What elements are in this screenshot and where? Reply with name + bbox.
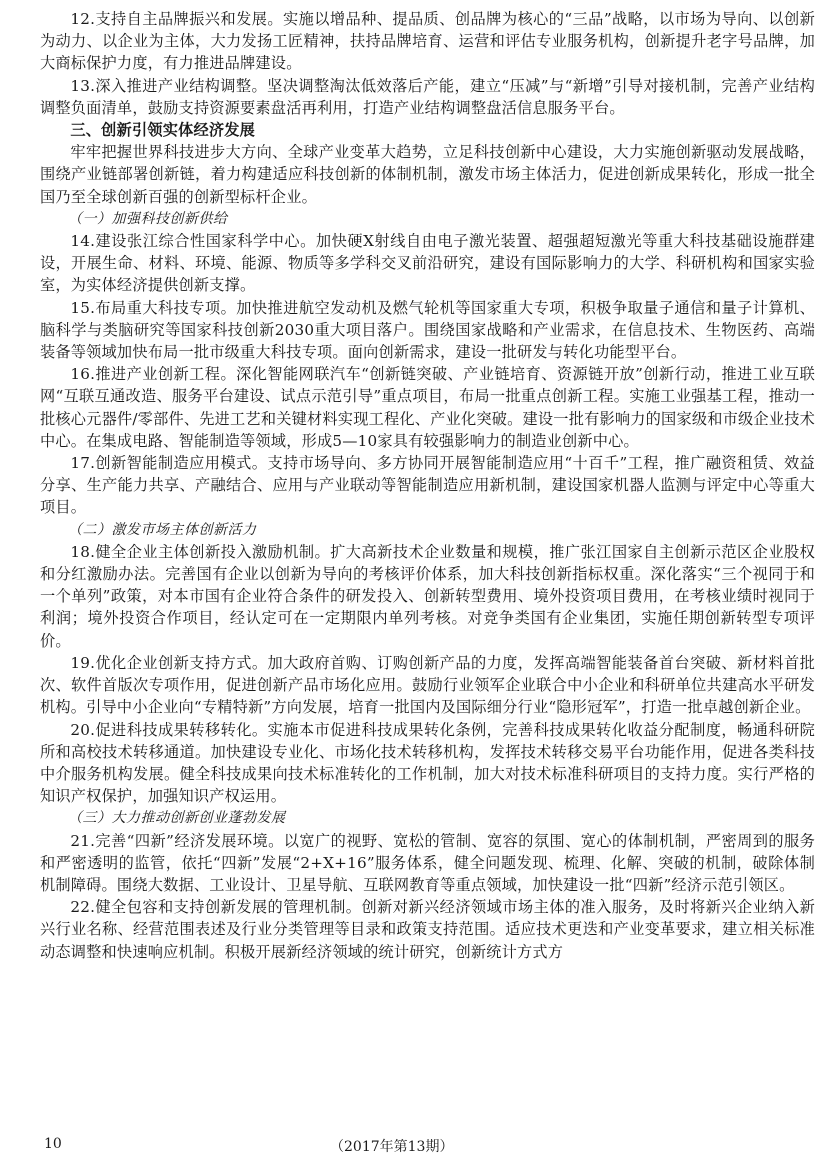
section-heading-3: 三、创新引领实体经济发展 — [70, 121, 256, 140]
page-footer — [0, 1136, 827, 1158]
paragraph-12: 12.支持自主品牌振兴和发展。实施以增品种、提品质、创品牌为核心的“三品”战略，以市场为导向、以创新为动力、以企业为主体，大力发扬工匠精神，扶持品牌培育、运营和评估专业服务机构，创新提升老字号品牌，加大商标保护力度，有力推进品牌建设。 — [40, 10, 815, 73]
paragraph-21: 21.完善“四新”经济发展环境。以宽广的视野、宽松的管制、宽容的氛围、宽心的体制机制，严密周到的服务和严密透明的监管，依托“四新”发展“2+X+16”服务体系，健全问题发现、梳理、化解、突破的机制，破除体制机制障碍。围绕大数据、工业设计、卫星导航、互联网教育等重点领域，加快建设一批“四新”经济示范引领区。 — [40, 831, 815, 894]
subsection-heading-1: （一）加强科技创新供给 — [68, 210, 228, 227]
paragraph-14: 14.建设张江综合性国家科学中心。加快硬X射线自由电子激光装置、超强超短激光等重大科技基础设施群建设，开展生命、材料、环境、能源、物质等多学科交叉前沿研究，建设有国际影响力的大学、科研机构和国家实验室，为实体经济提供创新支撑。 — [40, 232, 815, 295]
subsection-heading-3: （三）大力推动创新创业蓬勃发展 — [68, 810, 286, 827]
paragraph-19: 19.优化企业创新支持方式。加大政府首购、订购创新产品的力度，发挥高端智能装备首台突破、新材料首批次、软件首版次专项作用，促进创新产品市场化应用。鼓励行业领军企业联合中小企业和科研单位共建高水平研发机构。引导中小企业向“专精特新”方向发展，培育一批国内及国际细分行业“隐形冠军”，打造一批卓越创新企业。 — [40, 653, 815, 717]
paragraph-13: 13.深入推进产业结构调整。坚决调整淘汰低效落后产能，建立“压减”与“新增”引导对接机制，完善产业结构调整负面清单，鼓励支持资源要素盘活再利用，打造产业结构调整盘活信息服务平台。 — [40, 76, 815, 117]
document-page — [40, 8, 815, 963]
paragraph-16: 16.推进产业创新工程。深化智能网联汽车“创新链突破、产业链培育、资源链开放”创新行动，推进工业互联网“互联互通改造、服务平台建设、试点示范引导”重点项目，布局一批重点创新工程。实施工业强基工程，推动一批核心元器件/零部件、先进工艺和关键材料实现工程化、产业化突破。建设一批有影响力的国家级和市级企业技术中心。在集成电路、智能制造等领域，形成5—10家具有较强影响力的制造业创新中心。 — [40, 365, 815, 450]
paragraph-15: 15.布局重大科技专项。加快推进航空发动机及燃气轮机等国家重大专项，积极争取量子通信和量子计算机、脑科学与类脑研究等国家科技创新2030重大项目落户。围绕国家战略和产业需求，在信息技术、生物医药、高端装备等领域加快布局一批市级重大科技专项。面向创新需求，建设一批研发与转化功能型平台。 — [40, 298, 815, 362]
paragraph-18: 18.健全企业主体创新投入激励机制。扩大高新技术企业数量和规模，推广张江国家自主创新示范区企业股权和分红激励办法。完善国有企业以创新为导向的考核评价体系，加大科技创新指标权重。深化落实“三个视同于和一个单列”政策，对本市国有企业符合条件的研发投入、创新转型费用、境外投资项目费用，在考核业绩时视同于利润；境外投资合作项目，经认定可在一定期限内单列考核。对竞争类国有企业集团，实施任期创新转型专项评价。 — [40, 542, 815, 650]
paragraph-22: 22.健全包容和支持创新发展的管理机制。创新对新兴经济领域市场主体的准入服务，及时将新兴企业纳入新兴行业名称、经营范围表述及行业分类管理等目录和政策支持范围。适应技术更迭和产业变革要求，建立相关标准动态调整和快速响应机制。积极开展新经济领域的统计研究，创新统计方式方 — [40, 898, 815, 961]
issue-label: （2017年第13期） — [330, 1139, 454, 1155]
section-3-intro: 牢牢把握世界科技进步大方向、全球产业变革大趋势，立足科技创新中心建设，大力实施创新驱动发展战略，围绕产业链部署创新链，着力构建适应科技创新的体制机制，激发市场主体活力，促进创新成果转化，形成一批全国乃至全球创新百强的创新型标杆企业。 — [40, 143, 815, 206]
page-number: 10 — [44, 1136, 62, 1152]
subsection-heading-2: （二）激发市场主体创新活力 — [68, 521, 257, 538]
paragraph-17: 17.创新智能制造应用模式。支持市场导向、多方协同开展智能制造应用“十百千”工程，推广融资租赁、效益分享、生产能力共享、产融结合、应用与产业联动等智能制造应用新机制，建设国家机器人监测与评定中心等重大项目。 — [40, 454, 815, 517]
paragraph-20: 20.促进科技成果转移转化。实施本市促进科技成果转化条例，完善科技成果转化收益分配制度，畅通科研院所和高校技术转移通道。加快建设专业化、市场化技术转移机构，发挥技术转移交易平台功能作用，促进各类科技中介服务机构发展。健全科技成果向技术标准转化的工作机制，加大对技术标准科研项目的支持力度。实行严格的知识产权保护，加强知识产权运用。 — [40, 720, 815, 806]
